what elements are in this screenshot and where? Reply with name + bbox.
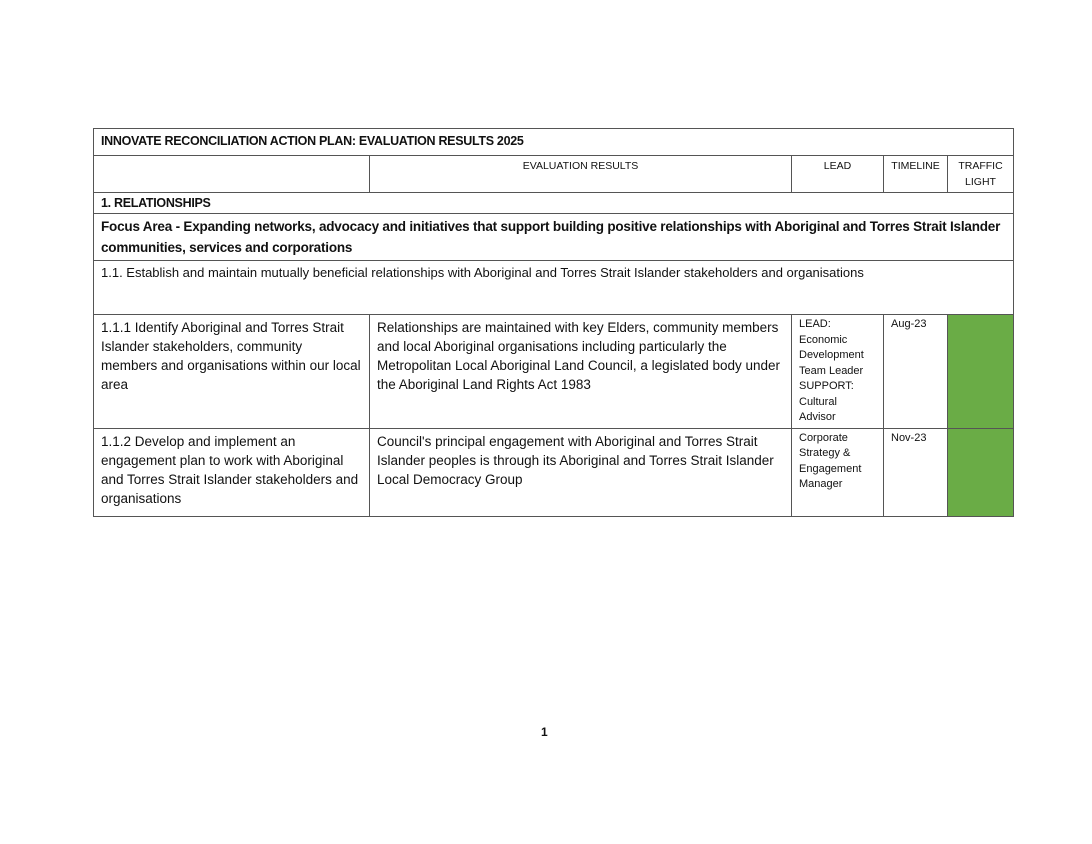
header-timeline: TIMELINE: [884, 156, 948, 193]
evaluation-results-table: [93, 128, 1014, 517]
traffic-light-cell: [948, 315, 1014, 429]
header-action: [94, 156, 370, 193]
header-lead: LEAD: [792, 156, 884, 193]
traffic-light-cell: [948, 428, 1014, 516]
table-row: [94, 428, 1014, 516]
action-cell: 1.1.2 Develop and implement an engagement plan to work with Aboriginal and Torres Strait Islander stakeholders and organisations: [94, 428, 370, 516]
table-row: [94, 315, 1014, 429]
header-evaluation-results: EVALUATION RESULTS: [370, 156, 792, 193]
page-number: 1: [541, 725, 548, 739]
timeline-cell: Nov-23: [884, 428, 948, 516]
lead-cell: LEAD: Economic Development Team Leader SUPPORT: Cultural Advisor: [792, 315, 884, 429]
objective: 1.1. Establish and maintain mutually beneficial relationships with Aboriginal and Torres Strait Islander stakeholders and organisations: [94, 261, 1014, 315]
result-cell: Council's principal engagement with Aboriginal and Torres Strait Islander peoples is through its Aboriginal and Torres Strait Islander Local Democracy Group: [370, 428, 792, 516]
table-title: INNOVATE RECONCILIATION ACTION PLAN: EVALUATION RESULTS 2025: [94, 129, 1014, 156]
focus-area: Focus Area - Expanding networks, advocacy and initiatives that support building positive relationships with Aboriginal and Torres Strait Islander communities, services and corporations: [94, 214, 1014, 261]
section-heading: 1. RELATIONSHIPS: [94, 193, 1014, 214]
result-cell: Relationships are maintained with key Elders, community members and local Aboriginal organisations including particularly the Metropolitan Local Aboriginal Land Council, a legislated body under the Aboriginal Land Rights Act 1983: [370, 315, 792, 429]
header-traffic-light: TRAFFIC LIGHT: [948, 156, 1014, 193]
action-cell: 1.1.1 Identify Aboriginal and Torres Strait Islander stakeholders, community members and organisations within our local area: [94, 315, 370, 429]
lead-cell: Corporate Strategy & Engagement Manager: [792, 428, 884, 516]
timeline-cell: Aug-23: [884, 315, 948, 429]
